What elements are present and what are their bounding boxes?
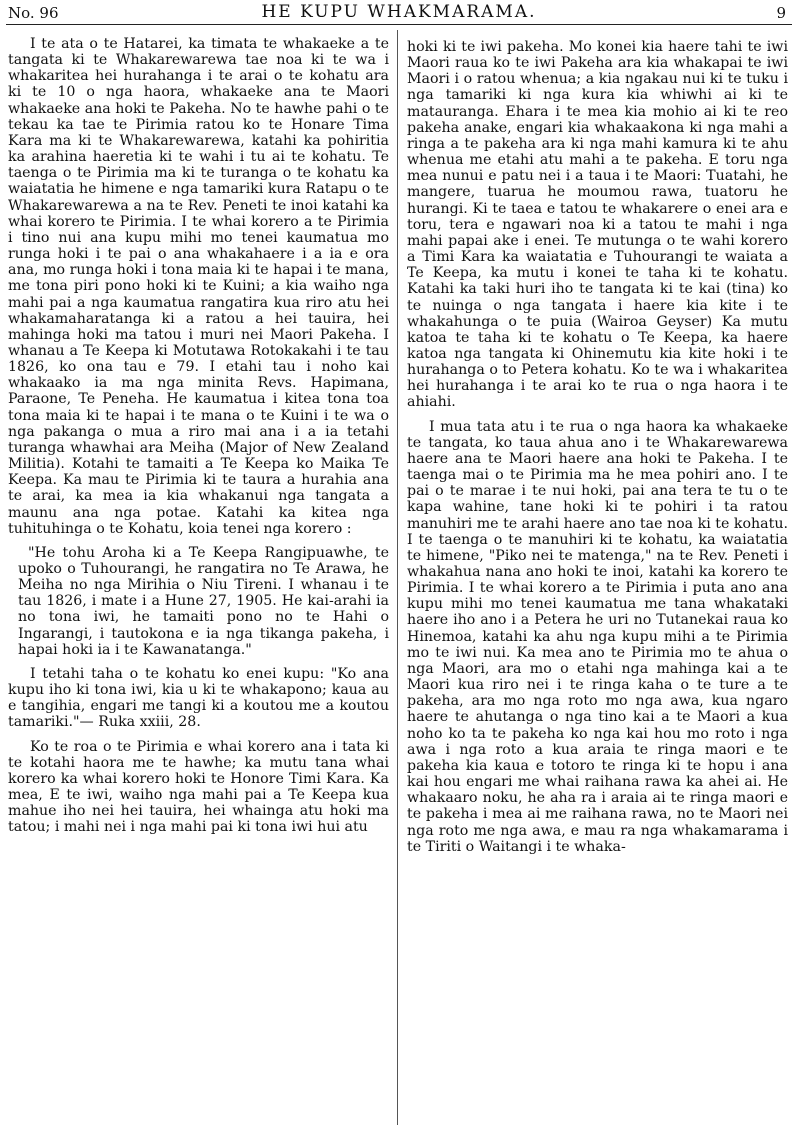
page-number: 9 [776,4,786,22]
paragraph: I te ata o te Hatarei, ka timata te whakaeke a te tangata ki te Whakarewarewa tae noa ki te wa i whakaritea hei hurahanga i te arai o te kohatu ara ki te 10 o nga haora, whakaeke ana te Maori whakaeke ana hoki te Pakeha. No te hawhe pahi o te tekau ka tae te Pirimia ratou ko te Honare Tima Kara ma ki te Whakarewarewa, katahi ka pohiritia ka arahina haeretia ki te wahi i tu ai te kohatu. Te taenga o te Pirimia ma ki te turanga o te kohatu ka waiatatia he himene e nga tamariki kura Ratapu o te Whakarewarewa a na te Rev. Peneti te inoi katahi ka whai korero te Pirimia. I te whai korero a te Pirimia i tino nui ana kupu mihi mo tenei kaumatua mo runga hoki i te pai o ana whakahaere i a ia e ora ana, mo runga hoki i tona maia ki te hapai i te mana, me tona piri pono hoki ki te Kuini; a kia waiho nga mahi pai a nga kaumatua rangatira kua riro atu hei whakamaharatanga ki a ratou a hei tauira, hei mahinga hoki ma tatou i muri nei Maori Pakeha. I whanau a Te Keepa ki Motutawa Rotokakahi i te tau 1826, ko ona tau e 79. I etahi tau i noho kai whakaako ia ma nga minita Revs. Hapimana, Paraone, Te Peneha. He kaumatua i kitea tona toa tona maia ki te hapai i te mana o te Kuini i te wa o nga pakanga o mua a riro mai ana i a ia tetahi turanga whawhai ara Meiha (Major of New Zealand Militia). Kotahi te tamaiti a Te Keepa ko Maika Te Keepa. Ka mau te Pirimia ki te taura a hurahia ana te arai, ka mea ia kia whakanui nga tangata a maunu ana nga potae. Katahi ka kitea nga tuhituhinga o te Kohatu, koia tenei nga korero : [8,36,389,537]
paragraph: I mua tata atu i te rua o nga haora ka whakaeke te tangata, ko taua ahua ano i te Whakarewarewa haere ana te Maori haere ana hoki te Pakeha. I te taenga mai o te Pirimia ma he mea pohiri ano. I te pai o te marae i te nui hoki, pai ana tera te tu o te kapa wahine, tane hoki ki te pohiri i ta ratou manuhiri me te arahi haere ano tae noa ki te kohatu. I te taenga o te manuhiri ki te kohatu, ka waiatatia te himene, "Piko nei te matenga," na te Rev. Peneti i whakahua nana ano hoki te inoi, katahi ka korero te Pirimia. I te whai korero a te Pirimia i puta ano ana kupu mihi mo tenei kaumatua me tana whakataki haere iho ano i a Petera he uri no Tutanekai raua ko Hinemoa, katahi ka ahu nga kupu mihi a te Pirimia mo te iwi nui. Ka mea ano te Pirimia mo te ahua o nga Maori, ara mo o etahi nga mahinga kai a te Maori kua riro nei i te ringa kaha o te ture a te pakeha, ara mo nga roto mo nga awa, kua ngaro haere te ahutanga o nga tino kai a te Maori a kua noho ko ta te pakeha ko nga kai hou mo roto i nga awa i nga roto a kua araia te ringa maori e te pakeha kia kaua e totoro te ringa ki te hopu i ana kai hou engari me whai raihana rawa ka ahei ai. He whakaaro noku, he aha ra i araia ai te ringa maori e te pakeha i mea ai me raihana rawa, no te Maori nei nga roto me nga awa, e mau ra nga whakamarama i te Tiriti o Waitangi i te whaka- [407,418,788,855]
paragraph: I tetahi taha o te kohatu ko enei kupu: "Ko ana kupu iho ki tona iwi, kia u ki te whakapono; kaua au e tangihia, engari me tangi ki a koutou me a koutou tamariki."— Ruka xxiii, 28. [8,665,389,731]
page-header [6,2,792,25]
quote-inscription: "He tohu Aroha ki a Te Keepa Rangipuawhe, te upoko o Tuhourangi, he rangatira no Te Arawa, he Meiha no nga Mirihia o Niu Tireni. I whanau i te tau 1826, i mate i a Hune 27, 1905. He kai-arahi ia no tona iwi, he tamaiti pono no te Hahi o Ingarangi, i tautokona e ia nga tikanga pakeha, i hapai hoki ia i te Kawanatanga." [18,544,389,658]
column-divider [397,30,398,1125]
paragraph: hoki ki te iwi pakeha. Mo konei kia haere tahi te iwi Maori raua ko te iwi Pakeha ara kia whakapai te iwi Maori i o ratou whenua; a kia ngakau nui ki te tuku i nga tamariki ki nga kura kia whiwhi ai ki te matauranga. Ehara i te mea kia mohio ai ki te reo pakeha anake, engari kia whakaakona ki nga mahi a ringa a te pakeha ara ki nga mahi kamura ki te ahu whenua me etahi atu mahi a te pakeha. E toru nga mea nunui e patu nei i a taua i te Maori: Tuatahi, he mangere, tuarua he moumou rawa, tuatoru he hurangi. Ki te taea e tatou te whakarere o enei ara e toru, tera e ngawari noa ki a tatou te mahi i nga mahi papai ake i enei. Te mutunga o te wahi korero a Timi Kara ka waiatatia e Tuhourangi te waiata a Te Keepa, ka mutu i konei te taha ki te kohatu. Katahi ka taki huri iho te tangata ki te kai (tina) ko te nuinga o nga tangata i haere kia kite i te whakahunga o te puia (Wairoa Geyser) Ka mutu katoa te taha ki te kohatu o Te Keepa, ka haere katoa nga tangata ki Ohinemutu kia kite hoki i te hurahanga o to Petera kohatu. Ko te wa i whakaritea hei hurahanga i te arai ko te rua o nga haora i te ahiahi. [407,39,788,411]
issue-number: No. 96 [8,4,59,22]
page-title: HE KUPU WHAKMARAMA. [261,2,537,22]
right-column [407,39,788,863]
left-column [8,36,389,844]
paragraph: Ko te roa o te Pirimia e whai korero ana i tata ki te kotahi haora me te hawhe; ka mutu tana whai korero ka whai korero hoki te Honore Timi Kara. Ka mea, E te iwi, waiho nga mahi pai a Te Keepa kua mahue iho nei hei tauira, hei whainga atu hoki ma tatou; i mahi nei i nga mahi pai ki tona iwi hui atu [8,738,389,836]
